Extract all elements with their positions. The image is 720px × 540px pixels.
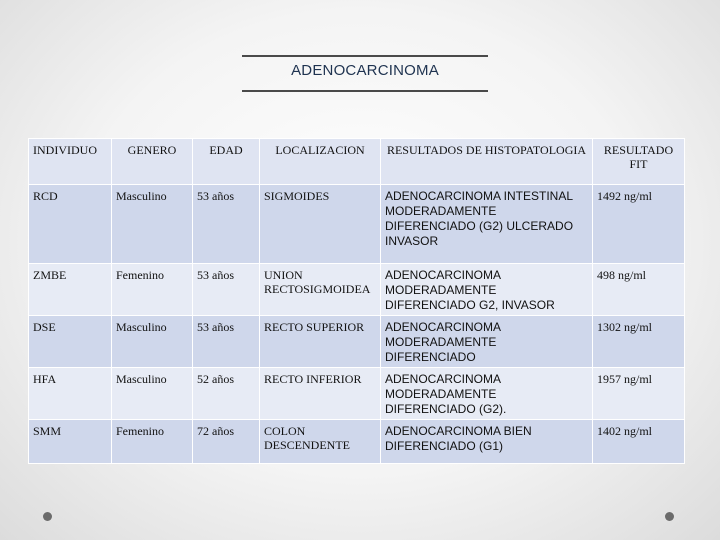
cell-individuo: RCD xyxy=(29,185,112,264)
cell-localizacion: RECTO INFERIOR xyxy=(260,368,381,420)
header-individuo: INDIVIDUO xyxy=(29,139,112,185)
title-rule-bottom xyxy=(242,90,488,92)
results-table xyxy=(28,138,685,464)
cell-individuo: ZMBE xyxy=(29,264,112,316)
cell-individuo: SMM xyxy=(29,420,112,464)
bullet-dot-icon xyxy=(43,512,52,521)
cell-fit: 498 ng/ml xyxy=(593,264,685,316)
header-localizacion: LOCALIZACION xyxy=(260,139,381,185)
cell-genero: Masculino xyxy=(112,185,193,264)
table-row xyxy=(29,185,685,264)
cell-edad: 53 años xyxy=(193,185,260,264)
cell-individuo: DSE xyxy=(29,316,112,368)
cell-histopatologia: ADENOCARCINOMA BIEN DIFERENCIADO (G1) xyxy=(381,420,593,464)
cell-fit: 1492 ng/ml xyxy=(593,185,685,264)
cell-edad: 72 años xyxy=(193,420,260,464)
header-genero: GENERO xyxy=(112,139,193,185)
cell-edad: 53 años xyxy=(193,316,260,368)
header-edad: EDAD xyxy=(193,139,260,185)
cell-edad: 53 años xyxy=(193,264,260,316)
cell-genero: Femenino xyxy=(112,264,193,316)
cell-localizacion: COLON DESCENDENTE xyxy=(260,420,381,464)
bullet-dot-icon xyxy=(665,512,674,521)
cell-individuo: HFA xyxy=(29,368,112,420)
cell-histopatologia: ADENOCARCINOMA INTESTINAL MODERADAMENTE DIFERENCIADO (G2) ULCERADO INVASOR xyxy=(381,185,593,264)
cell-edad: 52 años xyxy=(193,368,260,420)
cell-genero: Masculino xyxy=(112,368,193,420)
table-header-row xyxy=(29,139,685,185)
cell-fit: 1957 ng/ml xyxy=(593,368,685,420)
table-row xyxy=(29,316,685,368)
slide-title: ADENOCARCINOMA xyxy=(291,62,439,79)
cell-fit: 1402 ng/ml xyxy=(593,420,685,464)
cell-localizacion: SIGMOIDES xyxy=(260,185,381,264)
cell-histopatologia: ADENOCARCINOMA MODERADAMENTE DIFERENCIADO (G2). xyxy=(381,368,593,420)
header-fit: RESULTADO FIT xyxy=(593,139,685,185)
cell-localizacion: RECTO SUPERIOR xyxy=(260,316,381,368)
cell-genero: Femenino xyxy=(112,420,193,464)
table-row xyxy=(29,420,685,464)
cell-histopatologia: ADENOCARCINOMA MODERADAMENTE DIFERENCIADO xyxy=(381,316,593,368)
title-rule-top xyxy=(242,55,488,57)
table-row xyxy=(29,264,685,316)
table-row xyxy=(29,368,685,420)
cell-histopatologia: ADENOCARCINOMA MODERADAMENTE DIFERENCIADO G2, INVASOR xyxy=(381,264,593,316)
cell-genero: Masculino xyxy=(112,316,193,368)
cell-fit: 1302 ng/ml xyxy=(593,316,685,368)
cell-localizacion: UNION RECTOSIGMOIDEA xyxy=(260,264,381,316)
header-histopatologia: RESULTADOS DE HISTOPATOLOGIA xyxy=(381,139,593,185)
